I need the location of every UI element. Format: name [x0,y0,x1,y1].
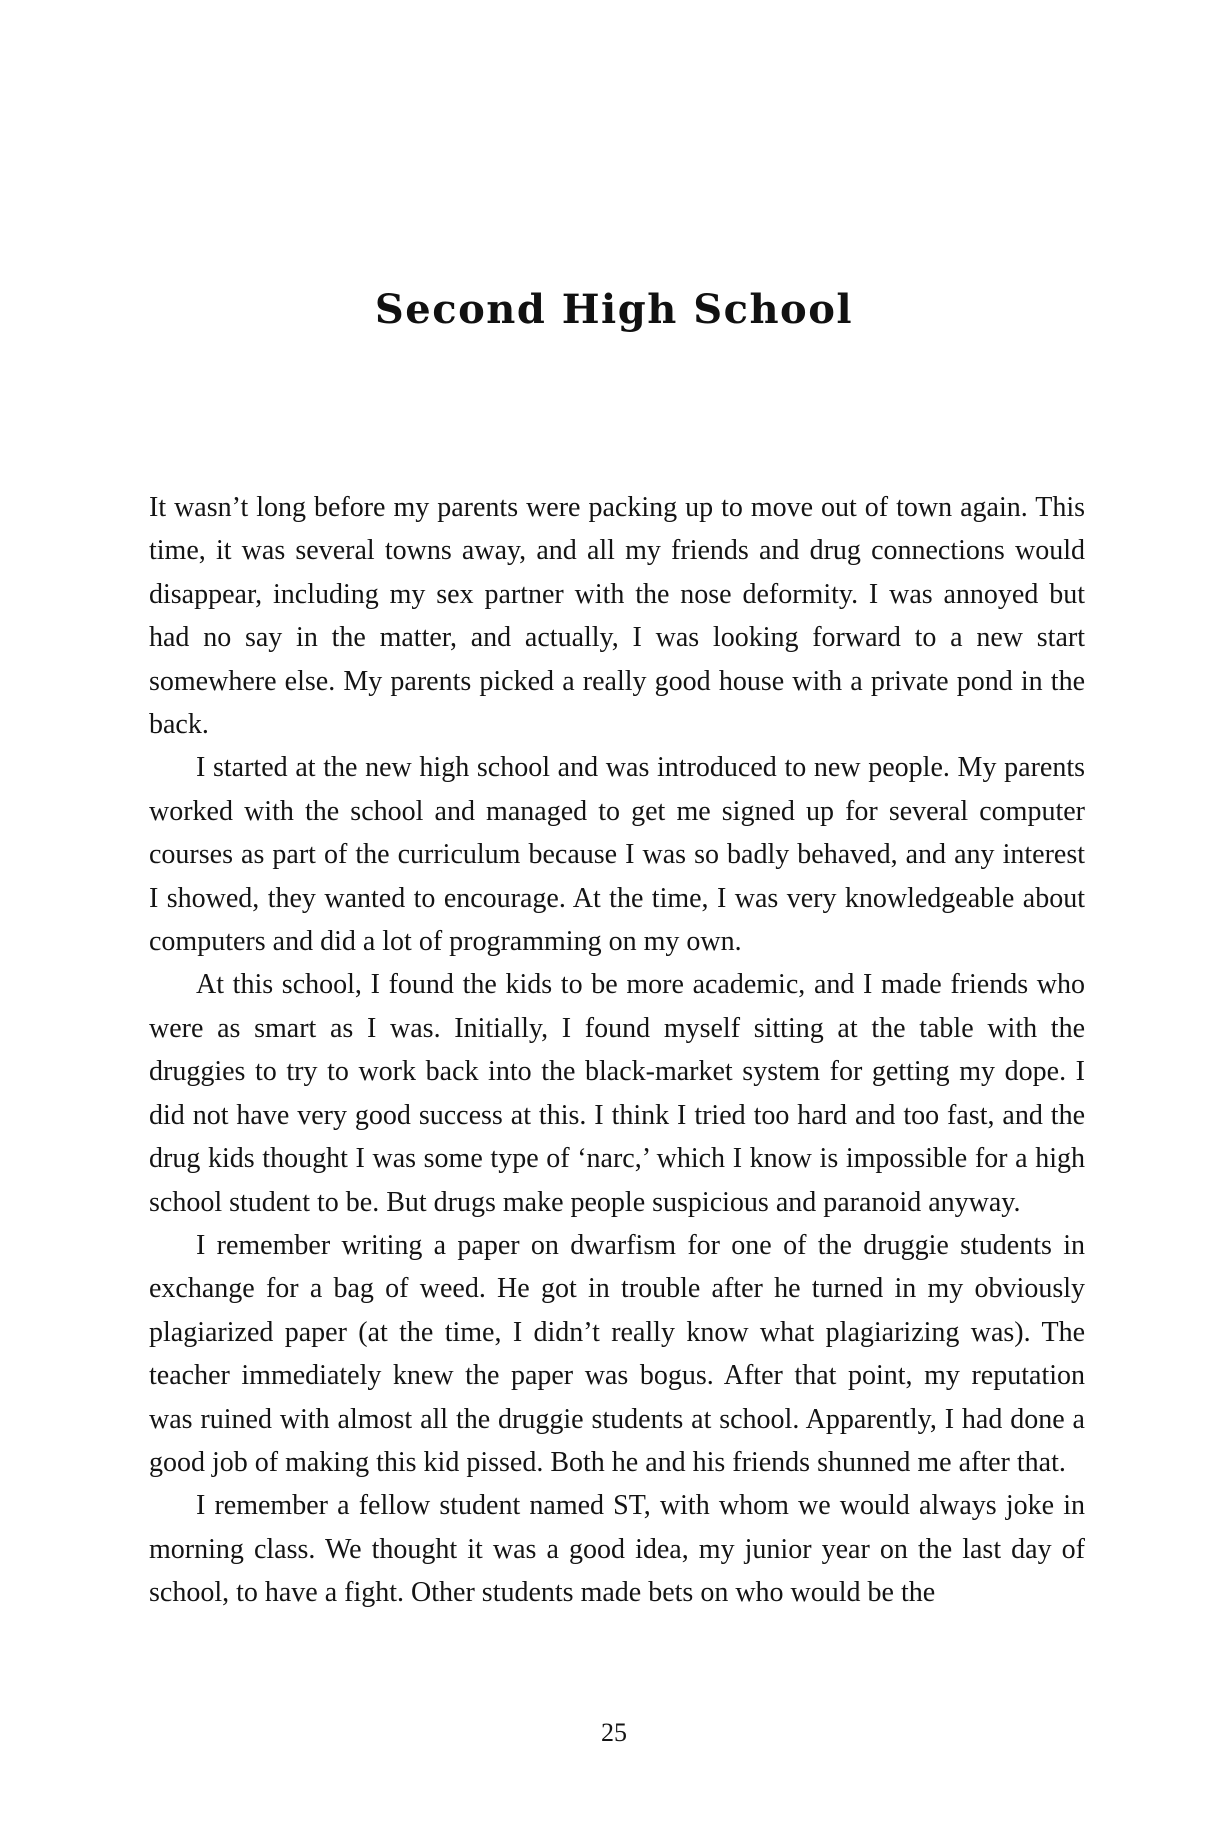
paragraph: I started at the new high school and was introduced to new people. My parents worked with the school and managed to get me signed up for several computer courses as part of the curriculum because I was so badly behaved, and any interest I showed, they wanted to encourage. At the time, I was very knowledgeable about computers and did a lot of programming on my own. [149,752,1085,958]
paragraph: I remember a fellow student named ST, with whom we would always joke in morning class. We thought it was a good idea, my junior year on the last day of school, to have a fight. Other students made bets on who would be the [149,1490,1085,1609]
chapter-body [149,486,1085,1615]
chapter-title: Second High School [374,286,854,333]
paragraph: It wasn’t long before my parents were packing up to move out of town again. This time, it was several towns away, and all my friends and drug connections would disappear, including my sex partner with the nose deformity. I was annoyed but had no say in the matter, and actually, I was looking forward to a new start somewhere else. My parents picked a really good house with a private pond in the back. [149,492,1085,741]
paragraph: I remember writing a paper on dwarfism for one of the druggie students in exchange for a bag of weed. He got in trouble after he turned in my obviously plagiarized paper (at the time, I didn’t really know what plagiarizing was). The teacher immediately knew the paper was bogus. After that point, my reputation was ruined with almost all the druggie students at school. Apparently, I had done a good job of making this kid pissed. Both he and his friends shunned me after that. [149,1229,1085,1478]
page-number: 25 [601,1718,627,1747]
paragraph: At this school, I found the kids to be more academic, and I made friends who were as smart as I was. Initially, I found myself sitting at the table with the druggies to try to work back into the black-market system for getting my dope. I did not have very good success at this. I think I tried too hard and too fast, and the drug kids thought I was some type of ‘narc,’ which I know is impossible for a high school student to be. But drugs make people suspicious and paranoid anyway. [149,969,1085,1218]
